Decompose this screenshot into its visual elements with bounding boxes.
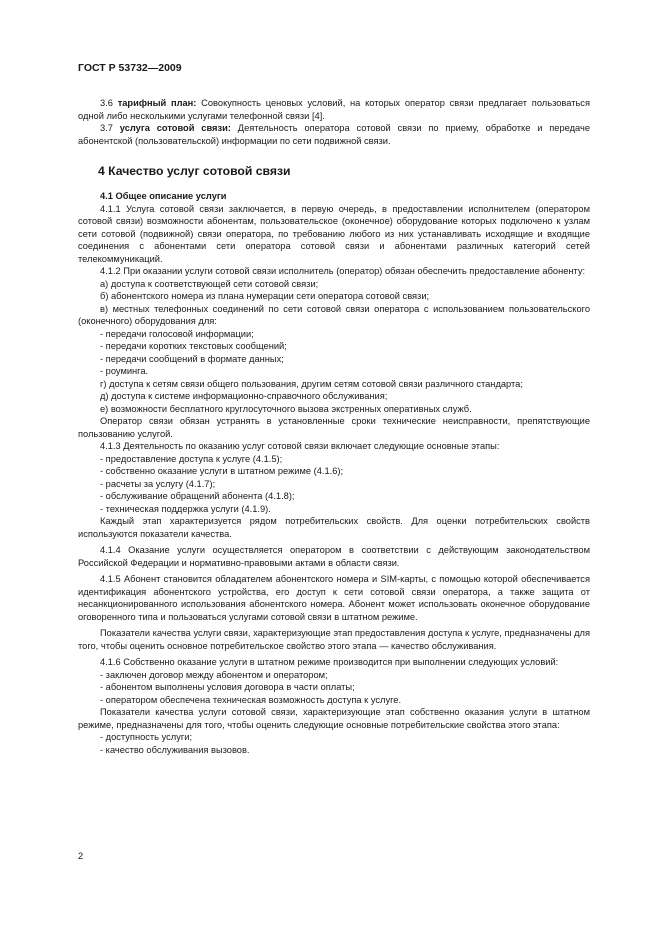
page-number: 2 (78, 851, 84, 861)
paragraph-4-1-1: 4.1.1 Услуга сотовой связи заключается, в первую очередь, в предоставлении исполнителем (оператором сотовой связи) возможности абонентам, пользовательское (оконечное) оборудование которых подключено к узлам сети сотовой (подвижной) связи оператора, по требованию любого из них устанавливать исходящие и входящие соединения с абонентами сети оператора сотовой связи и абонентами различных категорий сетей телекоммуникаций. (78, 203, 590, 264)
list-item: - заключен договор между абонентом и оператором; (100, 669, 328, 680)
paragraph-4-1-4: 4.1.4 Оказание услуги осуществляется оператором в соответствии с действующим законодательством Российской Федерации и нормативно-правовыми актами в области связи. (78, 545, 590, 568)
definition-term: тарифный план: (117, 98, 197, 108)
definition-3-6 (78, 97, 590, 122)
definition-term: услуга сотовой связи: (119, 123, 231, 133)
paragraph-each-stage: Каждый этап характеризуется рядом потребительских свойств. Для оценки потребительских свойств используются показатели качества. (78, 516, 590, 539)
list-item: е) возможности бесплатного круглосуточного вызова экстренных оперативных служб. (100, 403, 472, 414)
list-item: - абонентом выполнены условия договора в части оплаты; (100, 682, 355, 692)
definition-text: Совокупность ценовых условий, на которых оператор связи предлагает пользоваться одной либо несколькими услугами телефонной связи [4]. (78, 98, 590, 121)
list-item: - передачи сообщений в формате данных; (100, 353, 284, 364)
document-page (78, 62, 590, 756)
list-item: - доступность услуги; (100, 732, 193, 742)
list-item: б) абонентского номера из плана нумерации сети оператора сотовой связи; (100, 291, 430, 301)
list-item: а) доступа к соответствующей сети сотовой связи; (100, 278, 319, 289)
list-item: - расчеты за услугу (4.1.7); (100, 478, 216, 489)
list-item: - собственно оказание услуги в штатном режиме (4.1.6); (100, 466, 344, 476)
list-item: - предоставление доступа к услуге (4.1.5); (100, 453, 283, 464)
list-item: г) доступа к сетям связи общего пользования, другим сетям сотовой связи различного стандарта; (100, 378, 523, 389)
list-item: - качество обслуживания вызовов. (100, 744, 250, 755)
paragraph-indicators-normal: Показатели качества услуги сотовой связи, характеризующие этап собственно оказания услуги в штатном режиме, предназначены для того, чтобы оценить следующие основные потребительские свойства этого этапа: (78, 707, 590, 730)
paragraph-operator: Оператор связи обязан устранять в установленные сроки технические неисправности, препятствующие пользованию услугой. (78, 416, 590, 439)
list-item: - передачи коротких текстовых сообщений; (100, 341, 287, 351)
list-item: д) доступа к системе информационно-справочного обслуживания; (100, 391, 388, 401)
definition-3-7 (78, 122, 590, 147)
list-item: - обслуживание обращений абонента (4.1.8); (100, 491, 295, 501)
paragraph-indicators-access: Показатели качества услуги связи, характеризующие этап предоставления доступа к услуге, предназначены для того, чтобы оценить основное потребительское свойство этого этапа — качество обслуживания. (78, 628, 590, 651)
list-item: - техническая поддержка услуги (4.1.9). (100, 503, 271, 514)
definition-number: 3.7 (100, 123, 120, 133)
definition-number: 3.6 (100, 98, 118, 108)
subsection-title: 4.1 Общее описание услуги (100, 191, 227, 201)
list-item: - оператором обеспечена техническая возможность доступа к услуге. (100, 694, 402, 705)
section-title: 4 Качество услуг сотовой связи (98, 164, 291, 178)
paragraph-4-1-2: 4.1.2 При оказании услуги сотовой связи исполнитель (оператор) обязан обеспечить предоставление абоненту: (100, 266, 586, 276)
paragraph-4-1-6: 4.1.6 Собственно оказание услуги в штатном режиме производится при выполнении следующих условий: (100, 657, 559, 667)
document-header: ГОСТ Р 53732—2009 (78, 62, 182, 74)
paragraph-4-1-3: 4.1.3 Деятельность по оказанию услуг сотовой связи включает следующие основные этапы: (100, 441, 500, 451)
list-item: - роуминга. (100, 366, 149, 376)
paragraph-4-1-5: 4.1.5 Абонент становится обладателем абонентского номера и SIM-карты, с помощью которой обеспечивается идентификация абонентского устройства, его доступ к сети сотовой связи оператора, а также защита от несанкционированного использования абонентского номера. Абонент может использовать оконечное оборудование оговоренного типа и пользоваться услугами сотовой связи в штатном режиме. (78, 574, 590, 622)
list-item: - передачи голосовой информации; (100, 328, 254, 339)
list-item: в) местных телефонных соединений по сети сотовой связи оператора с использованием пользовательского (оконечного) оборудования для: (78, 303, 590, 326)
definition-text: Деятельность оператора сотовой связи по приему, обработке и передаче абонентской (пользовательской) информации по сети подвижной связи. (78, 123, 591, 146)
